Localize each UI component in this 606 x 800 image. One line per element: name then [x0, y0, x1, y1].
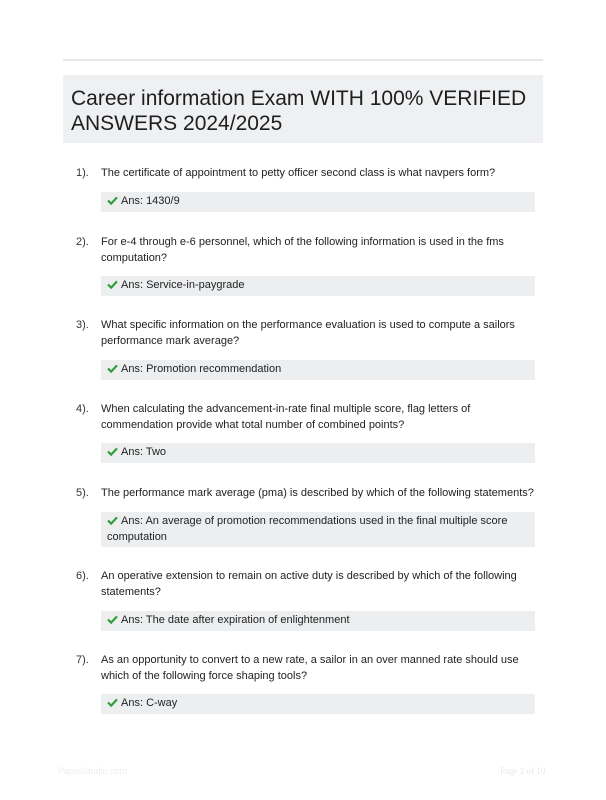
answer-text: Ans: Promotion recommendation: [121, 363, 282, 375]
question-number: 4).: [76, 403, 89, 415]
checkmark-icon: [107, 516, 118, 525]
answer-box: [101, 611, 535, 631]
question-number: 5).: [76, 487, 89, 499]
answer-box: [101, 512, 535, 547]
title-banner: [63, 75, 543, 143]
checkmark-icon: [107, 364, 118, 373]
question-number: 2).: [76, 236, 89, 248]
answer-text: Ans: An average of promotion recommendations used in the final multiple score computation: [107, 515, 508, 543]
answer-text: Ans: Two: [121, 446, 167, 458]
question-number: 3).: [76, 319, 89, 331]
answer-box: [101, 694, 535, 714]
page-title: Career information Exam WITH 100% VERIFIED ANSWERS 2024/2025: [71, 87, 527, 135]
question-text: What specific information on the performance evaluation is used to compute a sailors performance mark average?: [101, 319, 515, 347]
checkmark-icon: [107, 615, 118, 624]
checkmark-icon: [107, 280, 118, 289]
answer-box: [101, 443, 535, 463]
answer-box: [101, 360, 535, 380]
answer-text: Ans: 1430/9: [121, 195, 180, 207]
top-divider: [63, 59, 543, 61]
question-text: For e-4 through e-6 personnel, which of the following information is used in the fms computation?: [101, 236, 504, 264]
question-number: 6).: [76, 570, 89, 582]
question-number: 7).: [76, 654, 89, 666]
question-number: 1).: [76, 167, 89, 179]
answer-text: Ans: C-way: [121, 697, 178, 709]
answer-box: [101, 276, 535, 296]
question-text: The performance mark average (pma) is described by which of the following statements?: [101, 487, 534, 499]
answer-text: Ans: The date after expiration of enlightenment: [121, 614, 350, 626]
question-text: As an opportunity to convert to a new rate, a sailor in an over manned rate should use which of the following force shaping tools?: [101, 654, 519, 682]
page-number: Page 1 of 10: [500, 766, 546, 776]
answer-box: [101, 192, 535, 212]
question-text: An operative extension to remain on active duty is described by which of the following statements?: [101, 570, 517, 598]
question-text: When calculating the advancement-in-rate final multiple score, flag letters of commendation provide what total number of combined points?: [101, 403, 471, 431]
checkmark-icon: [107, 447, 118, 456]
question-text: The certificate of appointment to petty officer second class is what navpers form?: [101, 167, 496, 179]
checkmark-icon: [107, 196, 118, 205]
checkmark-icon: [107, 698, 118, 707]
answer-text: Ans: Service-in-paygrade: [121, 279, 245, 291]
footer-watermark: PaperStudio.com: [58, 766, 128, 776]
